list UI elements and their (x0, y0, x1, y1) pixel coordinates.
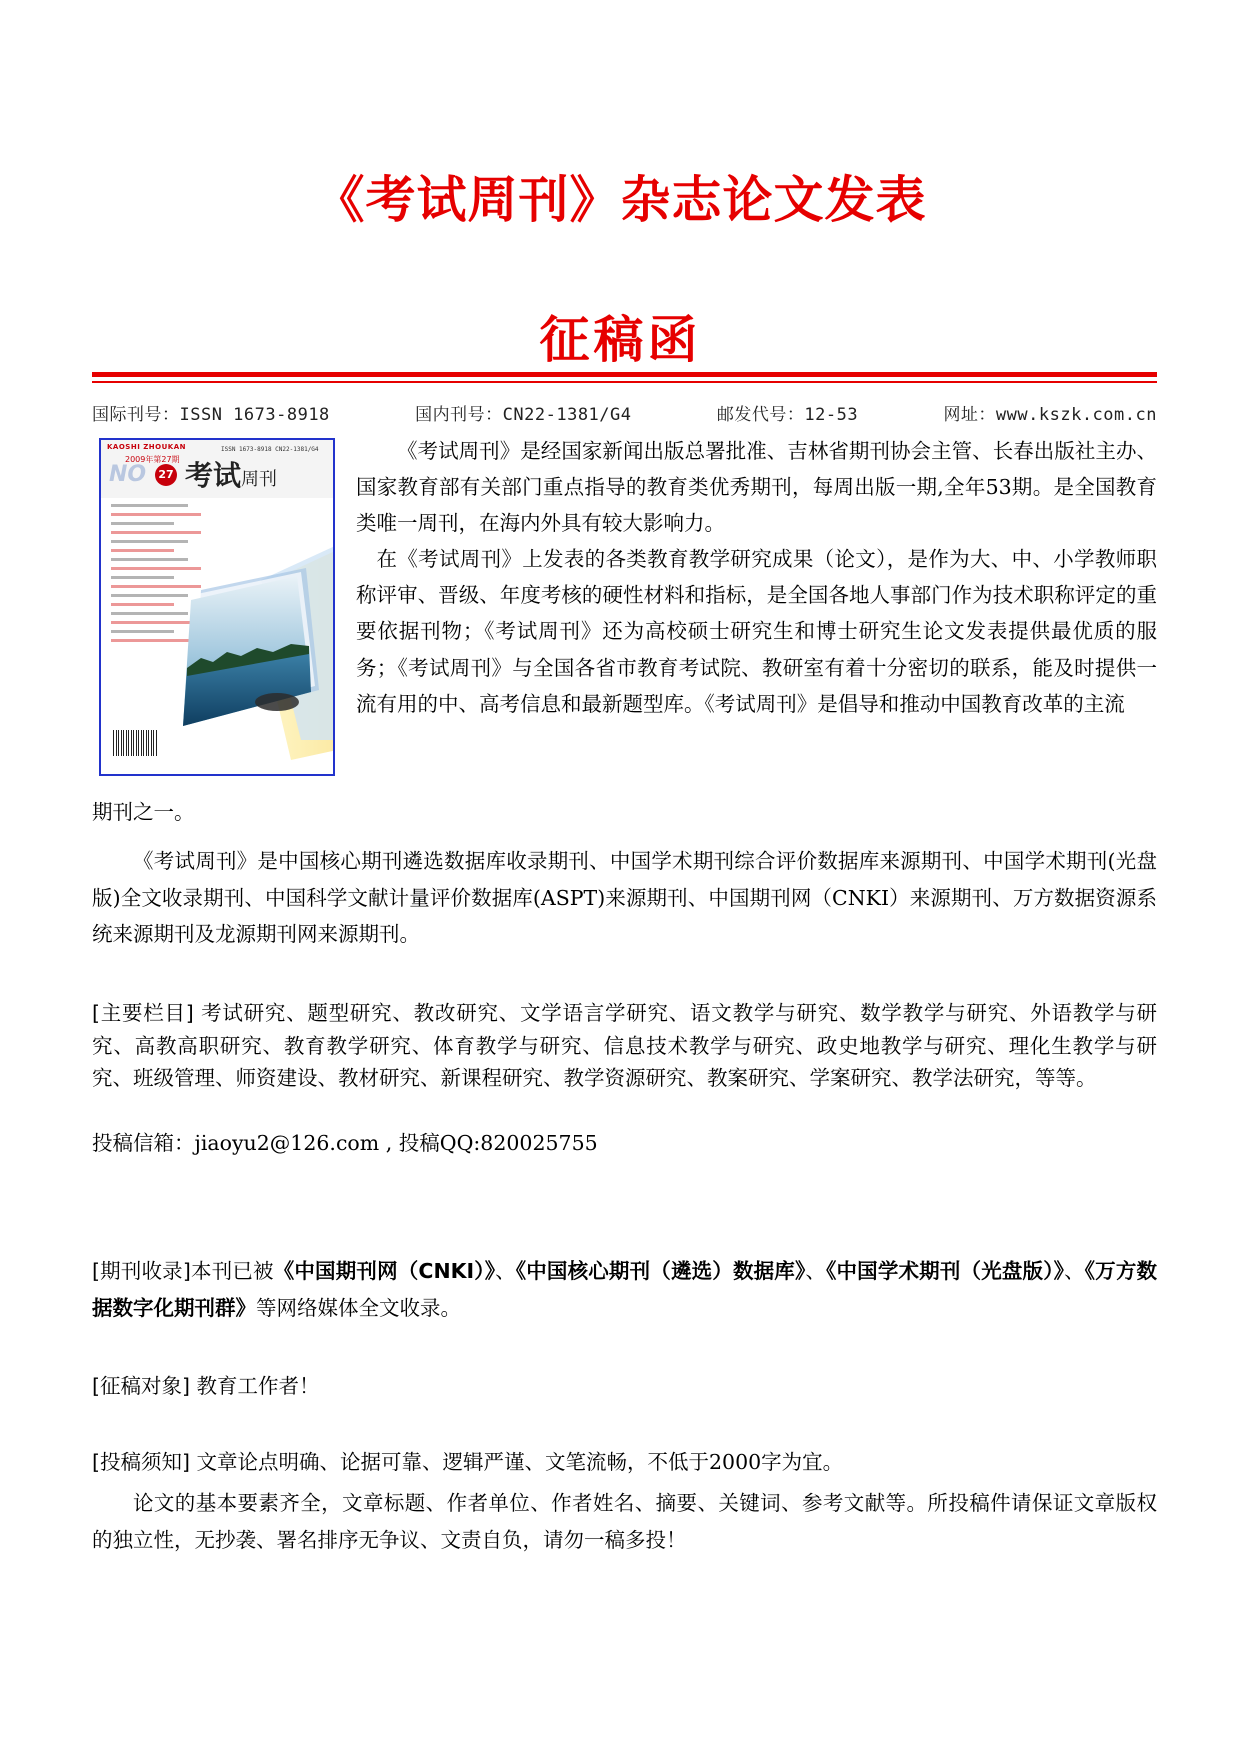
intro-paragraph-2-end: 期刊之一。 (92, 800, 195, 824)
header-divider-thin (92, 381, 1157, 383)
indexing-db-cnki: 《中国期刊网（CNKI）》 (273, 1259, 496, 1283)
page-subtitle: 征稿函 (539, 311, 702, 369)
submission-contact: 投稿信箱：jiaoyu2@126.com , 投稿QQ:820025755 (92, 1131, 598, 1155)
indexing-section (92, 1253, 1157, 1327)
cover-no-label: NO (109, 462, 147, 487)
cover-image (99, 438, 335, 776)
indexing-db-wanfang: 《万方数据数字化期刊群》 (92, 1259, 1157, 1320)
notice-paragraph-2: 论文的基本要素齐全，文章标题、作者单位、作者姓名、摘要、关键词、参考文献等。所投稿件请保证文章版权的独立性，无抄袭、署名排序无争议、文责自负，请勿一稿多投！ (92, 1491, 1157, 1552)
target-section (92, 1370, 1157, 1403)
indexing-sep-3: 、 (1064, 1259, 1085, 1283)
indexing-sep-1: 、 (495, 1259, 516, 1283)
notice-text: 文章论点明确、论据可靠、逻辑严谨、文笔流畅，不低于2000字为宜。 (190, 1450, 844, 1474)
intro-paragraph-3: 《考试周刊》是中国核心期刊遴选数据库收录期刊、中国学术期刊综合评价数据库来源期刊、中国学术期刊(光盘版)全文收录期刊、中国科学文献计量评价数据库(ASPT)来源期刊、中国期刊网（CNKI）来源期刊、万方数据资源系统来源期刊及龙源期刊网来源期刊。 (92, 849, 1157, 946)
page-title: 《考试周刊》杂志论文发表 (314, 171, 927, 229)
journal-info-bar (92, 400, 1157, 426)
postal-code-text: 邮发代号：12-53 (716, 405, 859, 425)
issn-text: 国际刊号：ISSN 1673-8918 (92, 405, 330, 425)
cover-barcode (113, 730, 157, 756)
target-label: [征稿对象] (92, 1374, 190, 1398)
indexing-db-core: 《中国核心期刊（遴选）数据库》 (515, 1259, 806, 1283)
header-divider-thick (92, 372, 1157, 377)
indexing-sep-2: 、 (805, 1259, 827, 1283)
cn-text: 国内刊号：CN22-1381/G4 (415, 405, 632, 425)
cover-publisher-line: KAOSHI ZHOUKAN (107, 443, 187, 451)
main-columns-label: [主要栏目] (92, 1001, 194, 1025)
indexing-pre: 本刊已被 (190, 1259, 274, 1283)
main-columns-section (92, 997, 1157, 1095)
cover-issn: ISSN 1673-8918 CN22-1381/G4 (221, 446, 319, 453)
website-text: 网址：www.kszk.com.cn (943, 405, 1157, 425)
cover-magazine-name-main: 考试 (185, 459, 242, 492)
notice-label: [投稿须知] (92, 1450, 190, 1474)
cover-year-issue: 2009年第27期 (125, 455, 180, 464)
cover-magazine-name-small: 周刊 (241, 469, 278, 490)
notice-section (92, 1446, 1157, 1479)
indexing-post: 等网络媒体全文收录。 (256, 1296, 461, 1320)
target-text: 教育工作者！ (190, 1374, 320, 1398)
intro-paragraph-1: 《考试周刊》是经国家新闻出版总署批准、吉林省期刊协会主管、长春出版社主办、国家教育部有关部门重点指导的教育类优秀期刊，每周出版一期,全年53期。是全国教育类唯一周刊，在海内外具有较大影响力。 (356, 439, 1157, 536)
intro-paragraph-2: 在《考试周刊》上发表的各类教育教学研究成果（论文），是作为大、中、小学教师职称评审、晋级、年度考核的硬性材料和指标，是全国各地人事部门作为技术职称评定的重要依据刊物；《考试周刊》还为高校硕士研究生和博士研究生论文发表提供最优质的服务；《考试周刊》与全国各省市教育考试院、教研室有着十分密切的联系，能及时提供一流有用的中、高考信息和最新题型库。《考试周刊》是倡导和推动中国教育改革的主流 (356, 547, 1157, 716)
cover-issue-badge: 27 (155, 464, 177, 486)
main-columns-text: 考试研究、题型研究、教改研究、文学语言学研究、语文教学与研究、数学教学与研究、外语教学与研究、高教高职研究、教育教学研究、体育教学与研究、信息技术教学与研究、政史地教学与研究、理化生教学与研究、班级管理、师资建设、教材研究、新课程研究、教学资源研究、教案研究、学案研究、教学法研究，等等。 (92, 1001, 1157, 1090)
cover-landscape-photo (101, 440, 335, 776)
indexing-db-cd: 《中国学术期刊（光盘版）》 (826, 1259, 1065, 1283)
indexing-label: [期刊收录] (92, 1259, 191, 1283)
